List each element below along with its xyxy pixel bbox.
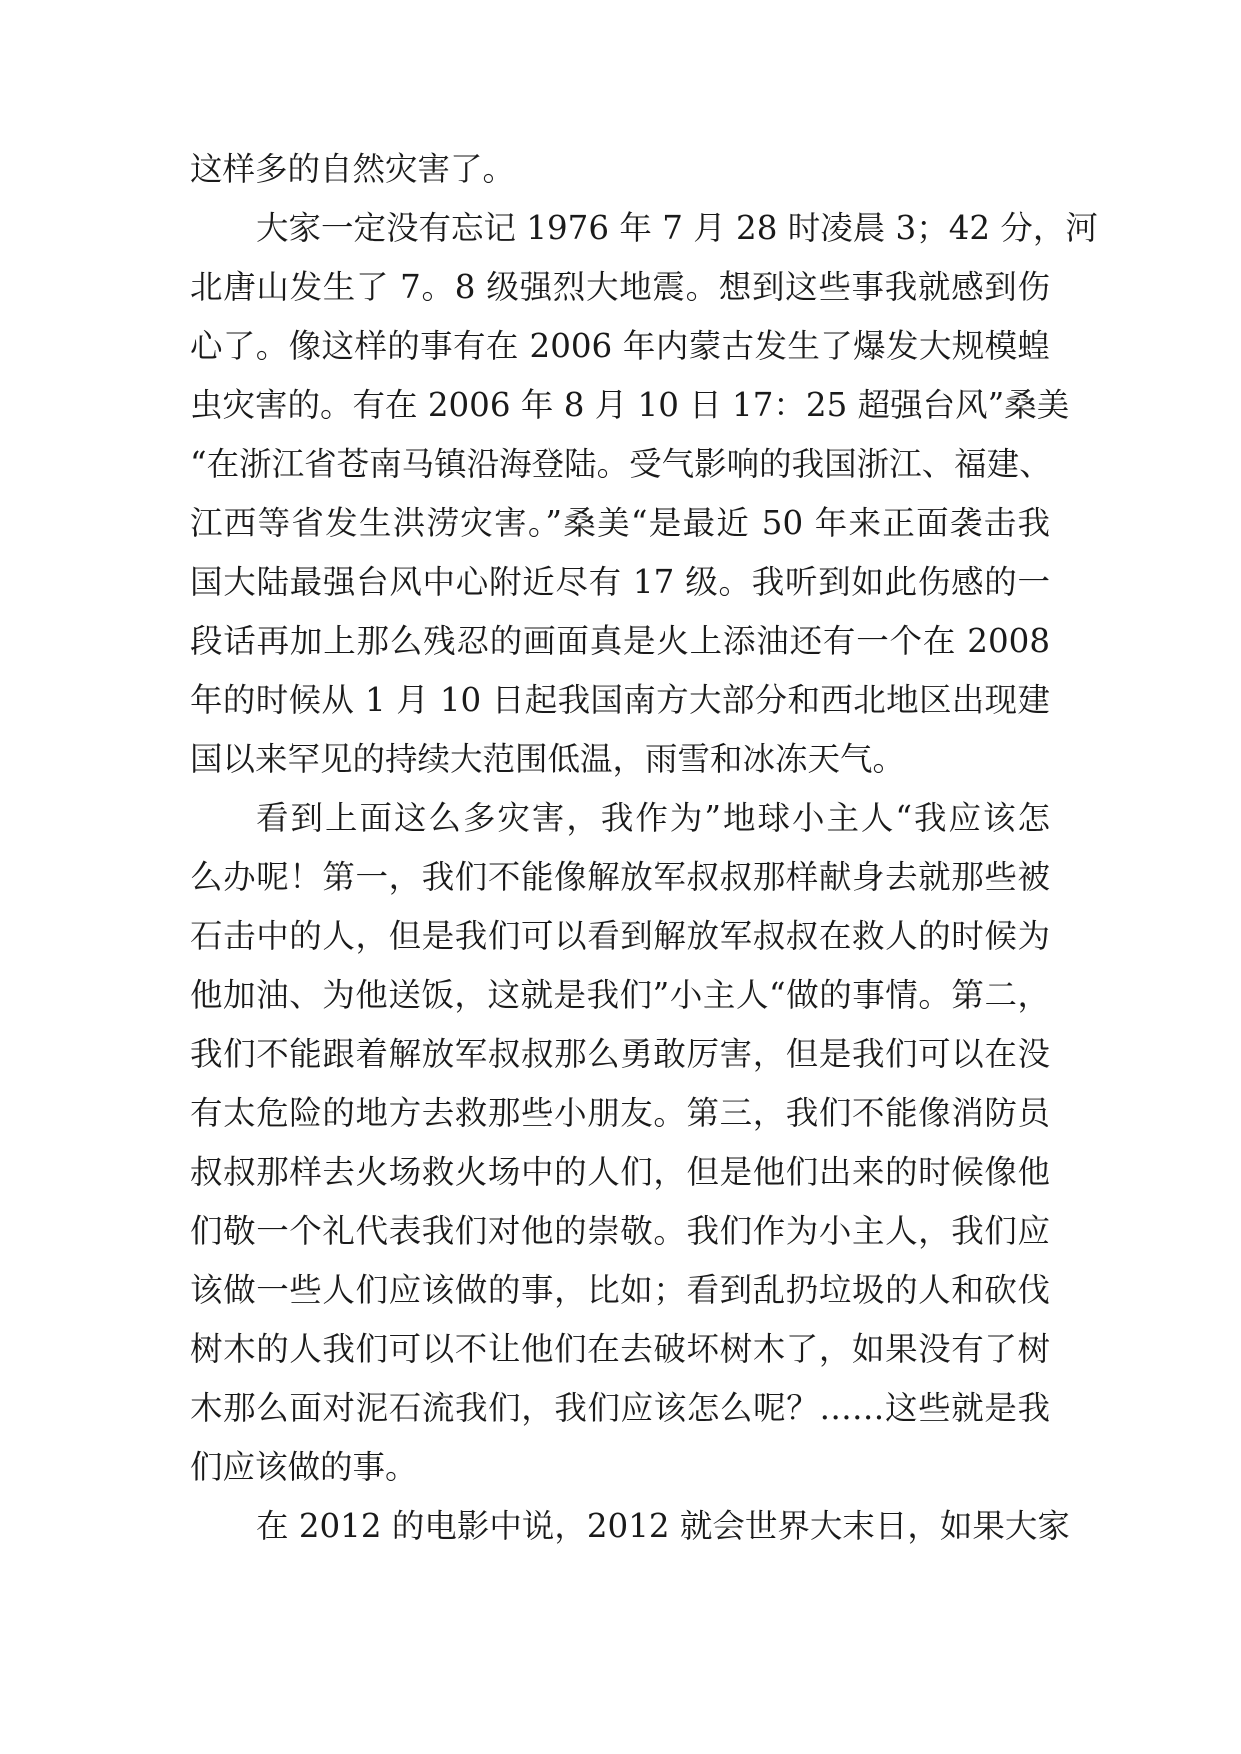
paragraph-3-line-8: 们敬一个礼代表我们对他的崇敬。我们作为小主人，我们应 xyxy=(190,1212,1050,1250)
paragraph-3-line-1: 看到上面这么多灾害，我作为”地球小主人“我应该怎 xyxy=(256,799,1050,837)
paragraph-2-line-6: 江西等省发生洪涝灾害。”桑美“是最近 50 年来正面袭击我 xyxy=(190,504,1050,542)
paragraph-3-line-6: 有太危险的地方去救那些小朋友。第三，我们不能像消防员 xyxy=(190,1094,1050,1132)
paragraph-3-line-12: 们应该做的事。 xyxy=(190,1448,418,1486)
paragraph-3-line-4: 他加油、为他送饭，这就是我们”小主人“做的事情。第二， xyxy=(190,976,1050,1014)
paragraph-3-line-9: 该做一些人们应该做的事，比如；看到乱扔垃圾的人和砍伐 xyxy=(190,1271,1050,1309)
paragraph-3-line-5: 我们不能跟着解放军叔叔那么勇敢厉害，但是我们可以在没 xyxy=(190,1035,1050,1073)
paragraph-2-line-10: 国以来罕见的持续大范围低温，雨雪和冰冻天气。 xyxy=(190,740,906,778)
paragraph-3-line-3: 石击中的人，但是我们可以看到解放军叔叔在救人的时候为 xyxy=(190,917,1050,955)
paragraph-3-line-11: 木那么面对泥石流我们，我们应该怎么呢？……这些就是我 xyxy=(190,1389,1050,1427)
paragraph-2-line-4: 虫灾害的。有在 2006 年 8 月 10 日 17：25 超强台风”桑美 xyxy=(190,386,1070,424)
paragraph-4-line-1: 在 2012 的电影中说，2012 就会世界大末日，如果大家 xyxy=(256,1507,1070,1545)
body-text xyxy=(190,140,1098,1556)
paragraph-2-line-3: 心了。像这样的事有在 2006 年内蒙古发生了爆发大规模蝗 xyxy=(190,327,1050,365)
paragraph-2-line-1: 大家一定没有忘记 1976 年 7 月 28 时凌晨 3；42 分，河 xyxy=(256,209,1098,247)
paragraph-2-line-2: 北唐山发生了 7。8 级强烈大地震。想到这些事我就感到伤 xyxy=(190,268,1050,306)
paragraph-2-line-7: 国大陆最强台风中心附近尽有 17 级。我听到如此伤感的一 xyxy=(190,563,1050,601)
paragraph-3-line-2: 么办呢！第一，我们不能像解放军叔叔那样献身去就那些被 xyxy=(190,858,1050,896)
paragraph-2-line-5: “在浙江省苍南马镇沿海登陆。受气影响的我国浙江、福建、 xyxy=(190,445,1052,483)
paragraph-2-line-9: 年的时候从 1 月 10 日起我国南方大部分和西北地区出现建 xyxy=(190,681,1050,719)
paragraph-3-line-10: 树木的人我们可以不让他们在去破坏树木了，如果没有了树 xyxy=(190,1330,1050,1368)
paragraph-3-line-7: 叔叔那样去火场救火场中的人们，但是他们出来的时候像他 xyxy=(190,1153,1050,1191)
paragraph-1-line-1: 这样多的自然灾害了。 xyxy=(190,150,516,188)
paragraph-2-line-8: 段话再加上那么残忍的画面真是火上添油还有一个在 2008 xyxy=(190,622,1050,660)
